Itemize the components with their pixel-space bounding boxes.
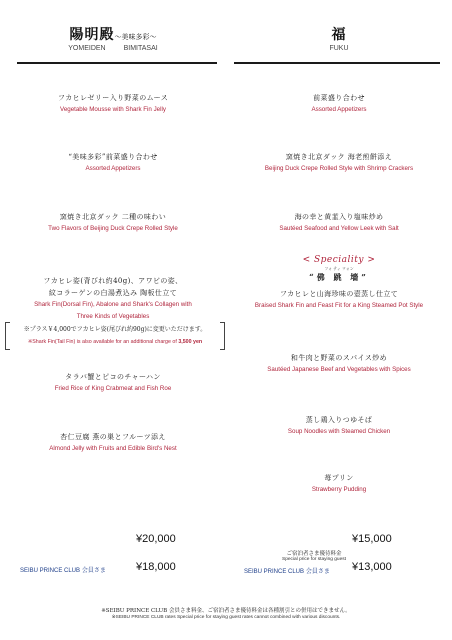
dish-name-jp: フカヒレ姿(背びれ約40g)、アワビの姿、 [43,277,183,285]
speciality-label [226,255,452,283]
dish-name-en: Shark Fin(Dorsal Fin), Abalone and Shark's Collagen with [34,301,192,308]
dish-name-en: Braised Shark Fin and Feast Fit for a King Steamed Pot Style [254,302,424,309]
menu-item [0,275,226,323]
dish-name-en: Sautéed Japanese Beef and Vegetables with Spices [267,366,411,373]
speciality-ruby: フォ ティ ヲォン [324,266,354,271]
dish-name-en: Assorted Appetizers [311,106,367,113]
dish-name-jp-line2: 紋コラーゲンの白湯煮込み 陶板仕立て [48,289,178,297]
upgrade-note [5,322,225,350]
dish-name-en: Vegetable Mousse with Shark Fin Jelly [60,106,166,113]
dish-name-jp: フカヒレと山海珍味の壺蒸し仕立て [279,290,399,298]
right-header-divider [234,62,440,64]
right-staying-price: ¥13,000 [352,561,392,573]
note-bracket-right [220,322,225,350]
left-course-roman: YOMEIDEN BIMITASAI [68,45,158,52]
left-regular-price: ¥20,000 [136,533,176,545]
menu-item [226,151,452,175]
dish-name-en: Sautéed Seafood and Yellow Leek with Salt [279,225,399,232]
dish-name-jp: “美味多彩”前菜盛り合わせ [68,153,158,161]
dish-name-en: Two Flavors of Beijing Duck Crepe Rolled Style [48,225,178,232]
right-course-roman: FUKU [329,45,349,52]
dish-name-jp: フカヒレゼリー入り野菜のムース [57,94,169,102]
upgrade-note-jp: ※プラス￥4,000でフカヒレ姿(尾びれ約90g)に変更いただけます。 [23,326,207,333]
footer-note-jp: ※SEIBU PRINCE CLUB 会員さま料金、ご宿泊者さま優待料金は各種割引との併用はできません。 [101,608,351,614]
menu-item [226,211,452,235]
dish-name-jp: 蒸し鶏入りつゆそば [305,416,373,424]
footer-note [0,606,452,620]
menu-item [226,414,452,438]
dish-name-en: Beijing Duck Crepe Rolled Style with Shrimp Crackers [264,165,414,172]
menu-item [226,352,452,376]
dish-name-jp: 苺プリン [324,474,354,482]
menu-item [226,92,452,116]
left-course-title: 陽明殿～美味多彩～ [69,27,157,43]
menu-item [0,92,226,116]
right-club-label: SEIBU PRINCE CLUB 会員さま [244,568,330,575]
dish-name-jp: タラバ蟹とピコのチャーハン [65,373,161,381]
left-club-label: SEIBU PRINCE CLUB 会員さま [20,567,106,574]
staying-guest-jp: ご宿泊者さま優待料金 [286,551,342,557]
dish-name-en: Assorted Appetizers [85,165,141,172]
dish-name-jp: 和牛肉と野菜のスパイス炒め [290,354,388,362]
dish-name-en-line2: Three Kinds of Vegetables [76,313,150,320]
right-course-header [226,24,452,52]
footer-note-en: ※SEIBU PRINCE CLUB rates Special price for staying guest rates cannot combined with various discounts. [111,615,341,620]
menu-item [0,211,226,235]
menu-item [226,288,452,312]
left-member-price: ¥18,000 [136,561,176,573]
dish-name-jp: 窯焼き北京ダック 二種の味わい [59,213,167,221]
right-course-title: 福 [331,27,347,43]
speciality-name: “佛 跳 墻” [309,272,369,282]
right-regular-price: ¥15,000 [352,533,392,545]
upgrade-note-en: ※Shark Fin(Tail Fin) is also available for an additional charge of 3,500 yen [27,339,203,345]
left-course-header [0,24,226,52]
dish-name-jp: 杏仁豆腐 燕の巣とフルーツ添え [60,433,166,441]
dish-name-en: Strawberry Pudding [311,486,367,493]
dish-name-en: Fried Rice of King Crabmeat and Fish Roe [54,385,172,392]
dish-name-en: Soup Noodles with Steamed Chicken [287,428,391,435]
staying-guest-en: Special price for staying guest [282,557,346,562]
note-bracket-left [5,322,10,350]
menu-item [0,431,226,455]
menu-item [226,472,452,496]
dish-name-en: Almond Jelly with Fruits and Edible Bird's Nest [49,445,177,452]
menu-item [0,371,226,395]
dish-name-jp: 海の幸と黄韮入り塩味炒め [294,213,384,221]
dish-name-jp: 窯焼き北京ダック 海老煎餅添え [285,153,393,161]
menu-item [0,151,226,175]
dish-name-jp: 前菜盛り合わせ [313,94,365,102]
left-header-divider [17,62,217,64]
left-course-subtitle: ～美味多彩～ [114,33,157,41]
speciality-tag: < Speciality > [302,255,376,265]
